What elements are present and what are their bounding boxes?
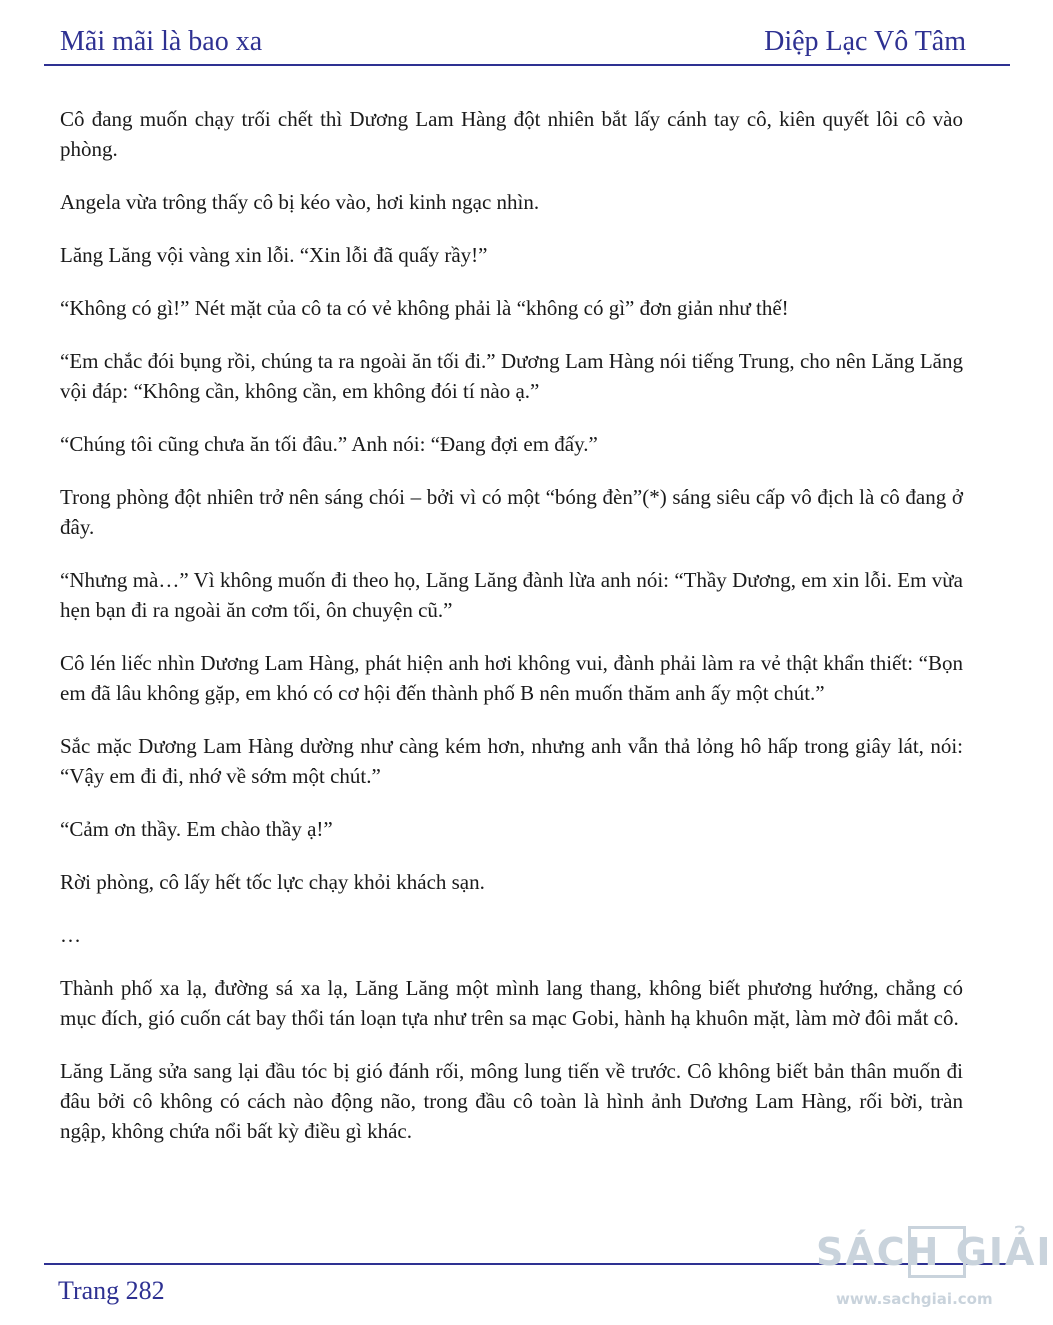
paragraph: “Em chắc đói bụng rồi, chúng ta ra ngoài ăn tối đi.” Dương Lam Hàng nói tiếng Trung, cho nên Lăng Lăng vội đáp: “Không cần, không cần, em không đói tí nào ạ.” xyxy=(60,349,963,403)
paragraph: Lăng Lăng sửa sang lại đầu tóc bị gió đánh rối, mông lung tiến về trước. Cô không biết bản thân muốn đi đâu bởi cô không có cách nào động não, trong đầu cô toàn là hình ảnh Dương Lam Hàng, rối bời, tràn ngập, không chứa nổi bất kỳ điều gì khác. xyxy=(60,1059,963,1143)
paragraph: “Chúng tôi cũng chưa ăn tối đâu.” Anh nói: “Đang đợi em đấy.” xyxy=(60,432,598,456)
paragraph: “Cảm ơn thầy. Em chào thầy ạ!” xyxy=(60,817,333,841)
paragraph: Rời phòng, cô lấy hết tốc lực chạy khỏi khách sạn. xyxy=(60,870,485,894)
page-body xyxy=(60,104,963,1169)
paragraph: Thành phố xa lạ, đường sá xa lạ, Lăng Lăng một mình lang thang, không biết phương hướng, chẳng có mục đích, gió cuốn cát bay thổi tán loạn tựa như trên sa mạc Gobi, hành hạ khuôn mặt, làm mờ đôi mắt cô. xyxy=(60,976,963,1030)
paragraph: Cô lén liếc nhìn Dương Lam Hàng, phát hiện anh hơi không vui, đành phải làm ra vẻ thật khẩn thiết: “Bọn em đã lâu không gặp, em khó có cơ hội đến thành phố B nên muốn thăm anh ấy một chút.” xyxy=(60,651,963,705)
paragraph: … xyxy=(60,923,81,947)
paragraph: “Nhưng mà…” Vì không muốn đi theo họ, Lăng Lăng đành lừa anh nói: “Thầy Dương, em xin lỗi. Em vừa hẹn bạn đi ra ngoài ăn cơm tối, ôn chuyện cũ.” xyxy=(60,568,963,622)
watermark xyxy=(816,1226,1053,1318)
paragraph: Trong phòng đột nhiên trở nên sáng chói – bởi vì có một “bóng đèn”(*) sáng siêu cấp vô địch là cô đang ở đây. xyxy=(60,485,963,539)
watermark-logo: SÁCH GIẢI xyxy=(816,1230,1053,1274)
paragraph: Sắc mặc Dương Lam Hàng dường như càng kém hơn, nhưng anh vẫn thả lỏng hô hấp trong giây lát, nói: “Vậy em đi đi, nhớ về sớm một chút.” xyxy=(60,734,963,788)
paragraph: “Không có gì!” Nét mặt của cô ta có vẻ không phải là “không có gì” đơn giản như thế! xyxy=(60,296,789,320)
header-divider xyxy=(44,64,1010,66)
watermark-url: www.sachgiai.com xyxy=(836,1290,993,1308)
paragraph: Cô đang muốn chạy trối chết thì Dương Lam Hàng đột nhiên bắt lấy cánh tay cô, kiên quyết lôi cô vào phòng. xyxy=(60,107,963,161)
paragraph: Angela vừa trông thấy cô bị kéo vào, hơi kinh ngạc nhìn. xyxy=(60,190,540,214)
author-name: Diệp Lạc Vô Tâm xyxy=(764,26,966,57)
paragraph: Lăng Lăng vội vàng xin lỗi. “Xin lỗi đã quấy rầy!” xyxy=(60,243,488,267)
book-title: Mãi mãi là bao xa xyxy=(60,26,263,57)
page-number: Trang 282 xyxy=(58,1276,165,1305)
